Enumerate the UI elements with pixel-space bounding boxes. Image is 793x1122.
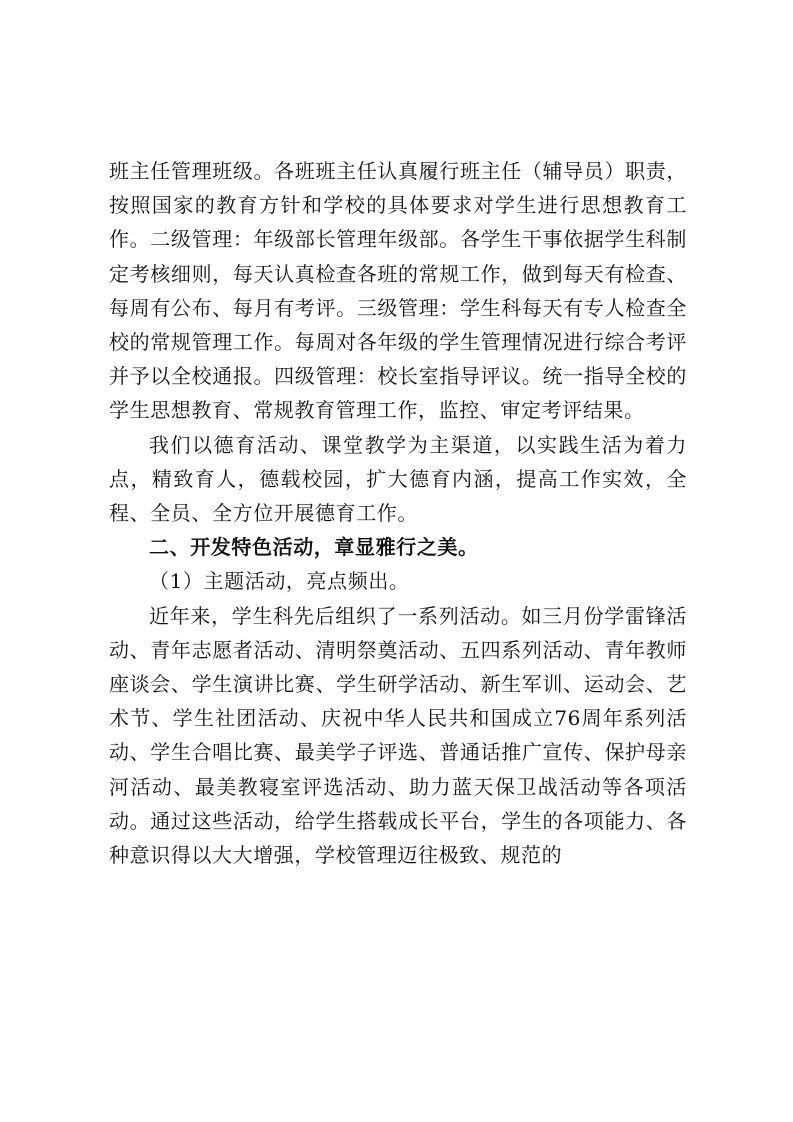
section-heading: 二、开发特色活动，章显雅行之美。	[149, 535, 479, 560]
body-paragraph-management: 班主任管理班级。各班班主任认真履行班主任（辅导员）职责，按照国家的教育方针和学校的具体要求对学生进行思想教育工作。二级管理：年级部长管理年级部。各学生干事依据学生科制定考核细则，每天认真检查各班的常规工作，做到每天有检查、每周有公布、每月有考评。三级管理：学生科每天有专人检查全校的常规管理工作。每周对各年级的学生管理情况进行综合考评并予以全校通报。四级管理：校长室指导评议。统一指导全校的学生思想教育、常规教育管理工作，监控、审定考评结果。	[109, 159, 687, 423]
body-paragraph-moral-education: 我们以德育活动、课堂教学为主渠道，以实践生活为着力点，精致育人，德载校园，扩大德育内涵，提高工作实效，全程、全员、全方位开展德育工作。	[109, 432, 687, 526]
body-paragraph-activities: 近年来，学生科先后组织了一系列活动。如三月份学雷锋活动、青年志愿者活动、清明祭奠活动、五四系列活动、青年教师座谈会、学生演讲比赛、学生研学活动、新生军训、运动会、艺术节、学生社团活动、庆祝中华人民共和国成立76周年系列活动、学生合唱比赛、最美学子评选、普通话推广宣传、保护母亲河活动、最美教寝室评选活动、助力蓝天保卫战活动等各项活动。通过这些活动，给学生搭载成长平台，学生的各项能力、各种意识得以大大增强，学校管理迈往极致、规范的	[109, 603, 687, 868]
document-body	[109, 154, 687, 872]
subsection-heading: （1）主题活动，亮点频出。	[149, 569, 410, 594]
